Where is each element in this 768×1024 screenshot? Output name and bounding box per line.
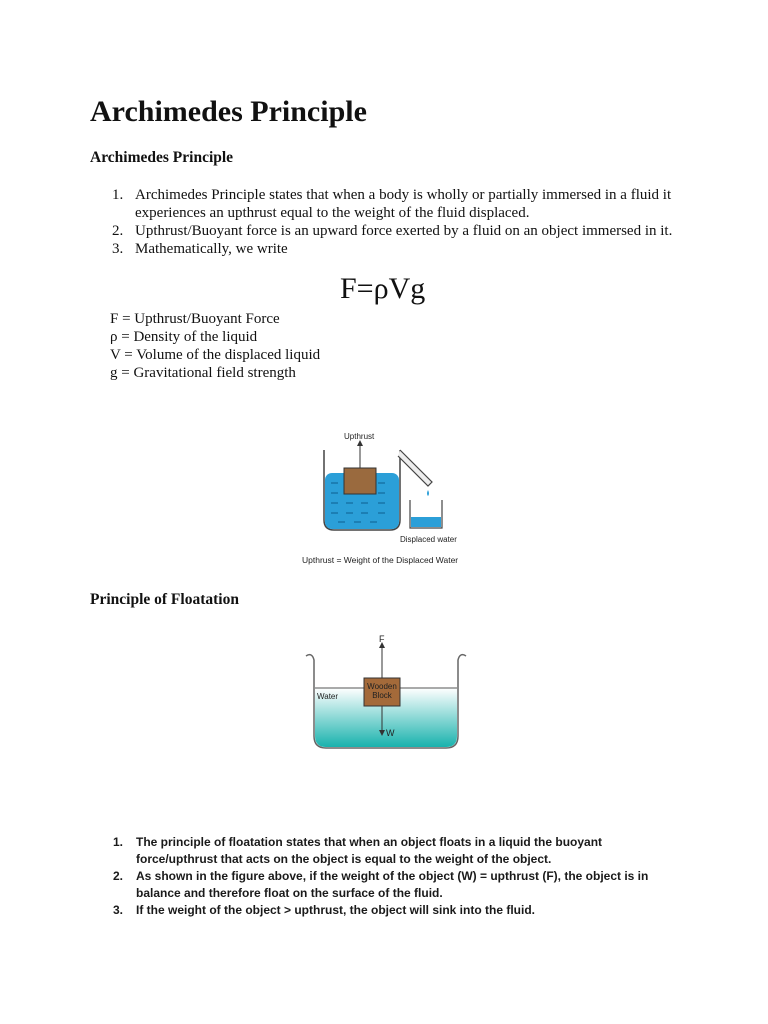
page-title: Archimedes Principle — [90, 95, 367, 128]
force-f-label: F — [379, 634, 385, 644]
water-label: Water — [317, 692, 339, 701]
displaced-water — [411, 517, 441, 527]
list-item: 2. Upthrust/Buoyant force is an upward force exerted by a fluid on an object immersed in it. — [112, 223, 673, 239]
buoyancy-formula: F=ρVg — [340, 272, 426, 305]
displaced-water-label: Displaced water — [400, 535, 457, 544]
displacement-figure — [298, 428, 478, 568]
drop-icon — [427, 490, 429, 496]
section-heading-floatation: Principle of Floatation — [90, 591, 239, 608]
figure-caption: Upthrust = Weight of the Displaced Water — [302, 555, 459, 565]
immersed-block — [344, 468, 376, 494]
section-heading-archimedes: Archimedes Principle — [90, 149, 234, 166]
displacement-diagram — [298, 428, 478, 568]
definition-line: g = Gravitational field strength — [110, 365, 296, 381]
upthrust-label: Upthrust — [344, 432, 375, 441]
block-label: Wooden Block — [367, 682, 397, 700]
weight-w-label: W — [386, 728, 395, 738]
formula-definitions — [110, 310, 320, 382]
beaker-spout — [398, 450, 432, 486]
list-item: 1. The principle of floatation states that when an object floats in a liquid the buoyant force/upthrust that acts on the object is equal to the weight of the object. — [113, 835, 603, 866]
definition-line: ρ = Density of the liquid — [110, 329, 258, 345]
floatation-list — [113, 834, 673, 919]
list-item: 3. If the weight of the object > upthrust, the object will sink into the fluid. — [113, 903, 535, 917]
archimedes-list — [90, 186, 710, 258]
list-item: 1. Archimedes Principle states that when a body is wholly or partially immersed in a fluid it experiences an upthrust equal to the weight of the fluid displaced. — [112, 187, 672, 221]
floatation-figure — [302, 632, 470, 752]
list-item: 3. Mathematically, we write — [112, 241, 288, 257]
definition-line: F = Upthrust/Buoyant Force — [110, 311, 280, 327]
definition-line: V = Volume of the displaced liquid — [110, 347, 321, 363]
list-item: 2. As shown in the figure above, if the weight of the object (W) = upthrust (F), the object is in balance and therefore float on the surface of the fluid. — [113, 869, 649, 900]
